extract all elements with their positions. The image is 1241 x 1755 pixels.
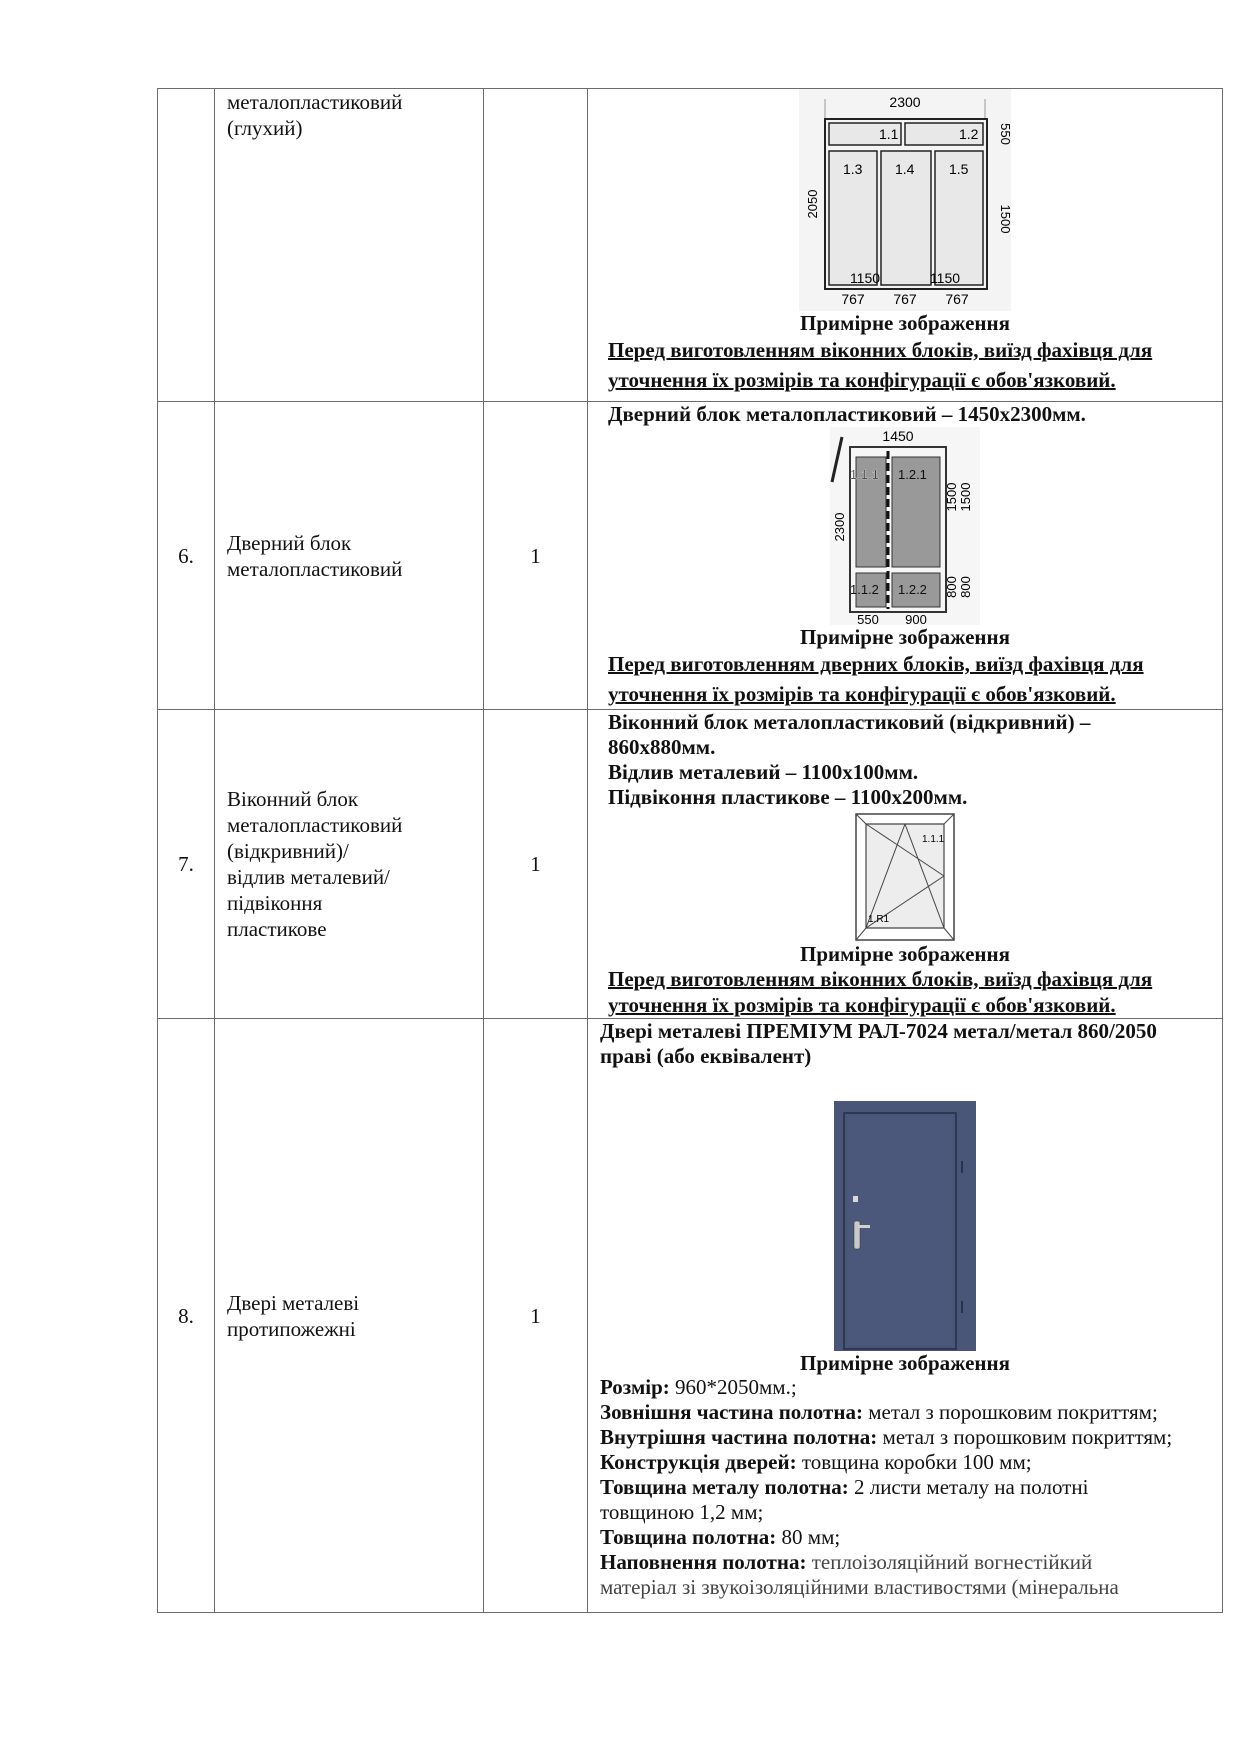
spec-line <box>588 1425 1222 1450</box>
item-title: Дверний блок металопластиковий – 1450х2300мм. <box>608 402 1086 426</box>
spec-value: 2 листи металу на полотні <box>848 1475 1089 1499</box>
item-name-line: Двері металеві <box>227 1290 360 1315</box>
dim-third: 767 <box>893 291 917 307</box>
metal-door-photo <box>834 1101 976 1351</box>
spec-line <box>588 1375 1222 1400</box>
table-row <box>158 89 1223 402</box>
item-qty: 1 <box>484 1019 588 1613</box>
item-description <box>588 710 1223 1019</box>
spec-line <box>588 1500 1222 1525</box>
row-number: 7. <box>158 710 215 1019</box>
item-title-line: Двері металеві ПРЕМІУМ РАЛ-7024 метал/метал 860/2050 <box>600 1019 1157 1043</box>
item-name-line: (глухий) <box>227 116 303 140</box>
table-row <box>158 1019 1223 1613</box>
dim-bottom: 900 <box>905 612 927 627</box>
item-title-line: праві (або еквівалент) <box>600 1044 812 1068</box>
door-block-drawing <box>830 427 980 625</box>
pane-label: 1.2.2 <box>898 582 927 597</box>
item-qty <box>484 89 588 402</box>
spec-label: Розмір: <box>600 1375 670 1399</box>
pane-label: 1.3 <box>843 161 863 177</box>
dim-lower: 800 <box>958 576 973 598</box>
spec-value: метал з порошковим покриттям; <box>877 1425 1173 1449</box>
item-name <box>215 89 484 402</box>
pane-label: 1.1.1 <box>922 834 945 845</box>
item-name-line: металопластиковий <box>227 556 403 581</box>
pane-label: 1.1.1 <box>850 467 879 482</box>
row-number: 8. <box>158 1019 215 1613</box>
warning-line: уточнення їх розмірів та конфігурації є обов'язковий. <box>608 682 1116 706</box>
spec-label: Наповнення полотна: <box>600 1550 807 1574</box>
dim-width: 2300 <box>889 94 921 110</box>
item-title-line: 860х880мм. <box>608 735 716 759</box>
specification-table <box>157 88 1223 1613</box>
pane-label: 1.2 <box>959 126 979 142</box>
spec-label: Товщина полотна: <box>600 1525 777 1549</box>
item-description <box>588 89 1223 402</box>
item-name <box>215 402 484 710</box>
item-name-line: відлив металевий/ <box>227 865 390 889</box>
image-caption: Примірне зображення <box>800 625 1010 649</box>
image-caption: Примірне зображення <box>800 1351 1010 1375</box>
item-name-line: металопластиковий <box>227 813 403 837</box>
spec-value: товщина коробки 100 мм; <box>796 1450 1032 1474</box>
dim-half: 1150 <box>849 270 881 286</box>
dim-bottom: 550 <box>857 612 879 627</box>
spec-value: 80 мм; <box>776 1525 841 1549</box>
row-number: 6. <box>158 402 215 710</box>
dim-lower: 800 <box>944 576 959 598</box>
pane-label: 1.5 <box>949 161 969 177</box>
spec-line <box>588 1525 1222 1550</box>
spec-line <box>588 1450 1222 1475</box>
warning-line: уточнення їх розмірів та конфігурації є обов'язковий. <box>608 368 1116 392</box>
dim-third: 767 <box>945 291 969 307</box>
row-number <box>158 89 215 402</box>
item-name-line: Дверний блок <box>227 530 352 555</box>
pane-label: 1.1 <box>879 126 899 142</box>
item-name-line: протипожежні <box>227 1316 356 1341</box>
warning-line: Перед виготовленням дверних блоків, виїзд фахівця для <box>608 652 1144 676</box>
dim-third: 767 <box>841 291 865 307</box>
warning-line: Перед виготовленням віконних блоків, виїзд фахівця для <box>608 967 1153 991</box>
dim-bottom: 1500 <box>998 204 1013 234</box>
pane-label: 1.4 <box>895 161 915 177</box>
item-description <box>588 402 1223 710</box>
warning-line: Перед виготовленням віконних блоків, виїзд фахівця для <box>608 338 1153 362</box>
spec-value: товщиною 1,2 мм; <box>600 1500 764 1524</box>
item-name-line: Віконний блок <box>227 787 359 811</box>
item-name-line: пластикове <box>227 917 327 941</box>
image-caption: Примірне зображення <box>800 311 1010 335</box>
spec-value: метал з порошковим покриттям; <box>862 1400 1158 1424</box>
pane-label: 1.2.1 <box>898 467 927 482</box>
spec-value: 960*2050мм.; <box>669 1375 797 1399</box>
image-caption: Примірне зображення <box>800 942 1010 966</box>
dim-width: 1450 <box>882 428 914 444</box>
spec-value: матеріал зі звукоізоляційними властивостями (мінеральна <box>600 1575 1119 1599</box>
pane-label: 1.1.2 <box>850 582 879 597</box>
item-title-line: Віконний блок металопластиковий (відкривний) – <box>608 710 1091 734</box>
dim-upper: 1500 <box>958 482 973 512</box>
dim-height: 2300 <box>832 512 847 542</box>
dim-top: 550 <box>998 123 1013 145</box>
spec-label: Товщина металу полотна: <box>600 1475 849 1499</box>
item-name <box>215 710 484 1019</box>
warning-line: уточнення їх розмірів та конфігурації є обов'язковий. <box>608 993 1116 1017</box>
pane-label: 1.R1 <box>868 914 890 925</box>
spec-line <box>588 1575 1222 1600</box>
item-name-line: підвіконня <box>227 891 323 915</box>
table-row <box>158 402 1223 710</box>
spec-label: Конструкція дверей: <box>600 1450 797 1474</box>
window-drawing-opening <box>852 812 958 942</box>
window-drawing-blind <box>799 89 1011 311</box>
item-qty: 1 <box>484 710 588 1019</box>
spec-label: Внутрішня частина полотна: <box>600 1425 878 1449</box>
dim-upper: 1500 <box>944 482 959 512</box>
item-name <box>215 1019 484 1613</box>
item-qty: 1 <box>484 402 588 710</box>
item-title-line: Відлив металевий – 1100х100мм. <box>608 760 919 784</box>
spec-line <box>588 1400 1222 1425</box>
spec-line <box>588 1550 1222 1575</box>
dim-height: 2050 <box>805 189 820 219</box>
dim-half: 1150 <box>929 270 961 286</box>
spec-value: теплоізоляційний вогнестійкий <box>806 1550 1093 1574</box>
item-title-line: Підвіконня пластикове – 1100х200мм. <box>608 785 968 809</box>
item-name-line: металопластиковий <box>227 90 403 114</box>
item-description <box>588 1019 1223 1613</box>
spec-label: Зовнішня частина полотна: <box>600 1400 863 1424</box>
item-name-line: (відкривний)/ <box>227 839 349 863</box>
spec-line <box>588 1475 1222 1500</box>
table-row <box>158 710 1223 1019</box>
